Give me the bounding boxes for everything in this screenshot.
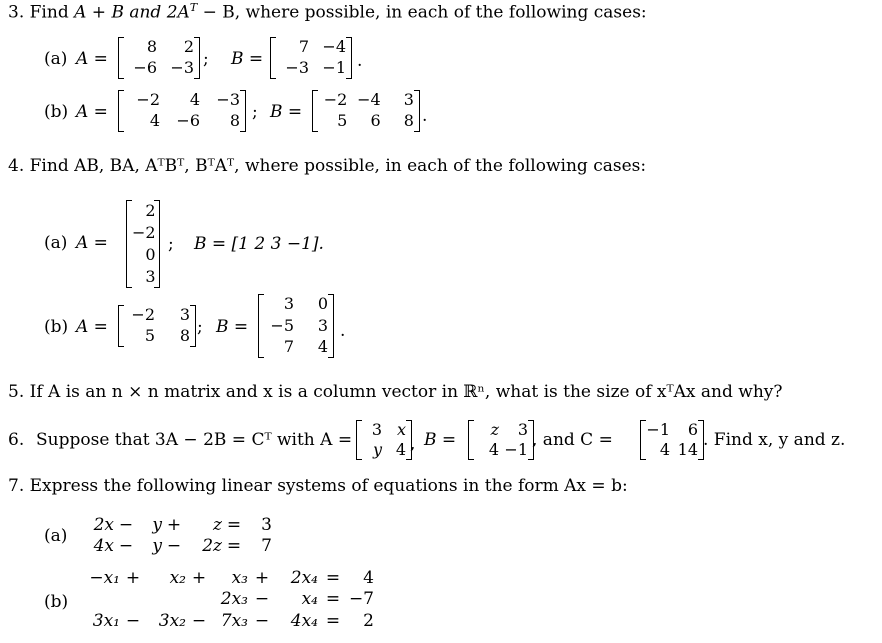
left-bracket [468,420,474,460]
problem-6-lead: Suppose that 3A − 2B = Cᵀ with A = [36,430,353,450]
equation-term: = [226,536,242,557]
equation-term: 2x₃ [220,589,248,610]
equation-term: − [254,589,270,610]
equation-term: −x₁ [89,568,120,588]
matrix-entry: 3 [317,315,328,335]
problem-7-text: Express the following linear systems of equations in the form Ax = b: [29,476,628,496]
problem-6-number: 6. [8,430,25,450]
separator: ; [197,317,203,337]
matrix-entry: 2 [183,37,194,57]
matrix-entry: 8 [179,326,190,346]
matrix-entry: 4 [395,439,406,459]
problem-4-number: 4. [8,156,25,176]
right-bracket [194,37,200,79]
matrix-entry: 14 [677,439,698,459]
equation-term: 3x₁ [92,610,120,631]
matrix-entry: 4 [189,90,200,110]
problem-4b-A-name: A = [76,317,108,337]
matrix-entry: −3 [170,58,194,78]
matrix-entry: −1 [322,58,346,78]
equation-term: 2x₄ [290,568,318,588]
matrix-entry: −4 [357,90,381,110]
equation-term: 3 [261,515,272,535]
system-7a [80,515,272,558]
right-bracket [154,200,160,288]
left-bracket [640,420,646,460]
matrix-entry: 8 [146,37,157,57]
problem-3-expression: A + B and 2A [74,2,190,23]
matrix-entry: 5 [337,111,348,131]
left-bracket [258,294,264,358]
matrix-entry: x [396,419,406,439]
matrix-entry: y [372,439,382,459]
equation-term: −7 [348,589,374,610]
matrix-4a-A [130,200,156,288]
matrix-entry: −2 [131,305,155,325]
matrix-entry: 6 [370,111,381,131]
right-bracket [190,305,196,347]
matrix-entry: 4 [659,439,670,459]
matrix-entry: −2 [323,90,348,110]
equation-term: + [166,515,182,535]
problem-4-text: Find AB, BA, AᵀBᵀ, BᵀAᵀ, where possible, in each of the following cases: [29,156,647,176]
problem-5-text: If A is an n × n matrix and x is a column vector in ℝⁿ, what is the size of xᵀAx and why? [29,382,783,402]
comma: , [410,434,416,454]
equation-term: − [191,610,207,631]
matrix-entry: 2 [145,200,156,220]
equation-term: x₄ [301,589,318,610]
left-bracket [270,37,276,79]
equation-term: = [226,515,242,535]
matrix-3b-B [316,90,416,132]
matrix-6-A [360,420,408,460]
problem-5 [8,384,783,401]
matrix-entry: 3 [283,294,294,314]
problem-7-number: 7. [8,476,25,496]
problem-7-header [8,478,628,495]
matrix-entry: 6 [687,419,698,439]
problem-6-B-name: B = [424,430,457,450]
problem-3-header [8,2,647,22]
equation-term: − [118,536,134,557]
period: . [422,106,428,126]
problem-3-number: 3. [8,2,25,23]
problem-3b-A-name: A = [76,102,108,122]
right-bracket [414,90,420,132]
equation-term: 2 [363,610,374,631]
equation-term: 7x₃ [220,610,248,631]
matrix-3a-A [122,37,196,79]
matrix-entry: 7 [298,37,309,57]
matrix-entry: 4 [149,111,160,131]
equation-term: − [125,610,141,631]
equation-term: 4x₄ [290,610,318,631]
left-bracket [312,90,318,132]
equation-term: 3x₂ [158,610,186,631]
equation-term: y [152,515,162,535]
matrix-entry: 3 [179,305,190,325]
matrix-entry: 0 [317,294,328,314]
period: . [357,51,363,71]
problem-3-tail: − B, where possible, in each of the following cases: [197,2,647,23]
problem-3b-label: (b) [44,102,69,122]
matrix-entry: 5 [144,326,155,346]
problem-4a-label: (a) [44,233,68,253]
matrix-6-C [644,420,700,460]
matrix-entry: −6 [176,111,200,131]
equation-term: − [118,515,134,535]
matrix-3b-A [122,90,242,132]
equation-term: = [325,589,341,610]
right-bracket [346,37,352,79]
right-bracket [240,90,246,132]
left-bracket [356,420,362,460]
problem-3a-B-name: B = [231,49,264,69]
equation-term: − [166,536,182,557]
matrix-entry: z [490,419,499,439]
matrix-entry: 0 [145,244,156,264]
matrix-entry: −5 [270,315,294,335]
matrix-entry: −3 [285,58,309,78]
matrix-entry: 4 [317,337,328,357]
problem-4b-B-name: B = [216,317,249,337]
left-bracket [118,37,124,79]
matrix-entry: 4 [488,439,499,459]
matrix-entry: −2 [136,90,160,110]
matrix-entry: 3 [371,419,382,439]
period: . [340,321,346,341]
matrix-entry: 8 [229,111,240,131]
problem-7b-label: (b) [44,592,69,612]
problem-3a-A-name: A = [76,49,108,69]
matrix-4b-B [262,294,330,358]
equation-term: 4x [93,536,114,557]
matrix-entry: −1 [646,419,670,439]
problem-4-header [8,158,646,175]
right-bracket [328,294,334,358]
problem-7a-label: (a) [44,526,68,546]
matrix-entry: −4 [322,37,346,57]
system-7b [84,568,374,632]
equation-term: z [213,515,222,535]
equation-term: + [125,568,141,588]
matrix-entry: 8 [403,111,414,131]
separator: ; [252,102,258,122]
equation-term: + [191,568,207,588]
matrix-entry: 3 [145,266,156,286]
equation-term: + [254,568,270,588]
matrix-entry: −6 [133,58,157,78]
equation-term: x₂ [169,568,186,588]
equation-term: y [152,536,162,557]
left-bracket [126,200,132,288]
equation-term: − [254,610,270,631]
matrix-entry: −2 [132,222,156,242]
matrix-entry: −1 [504,439,528,459]
problem-3a-label: (a) [44,49,68,69]
matrix-entry: −3 [216,90,240,110]
problem-3-transpose: T [189,1,198,14]
problem-5-number: 5. [8,382,25,402]
matrix-6-B [472,420,530,460]
equation-term: = [325,568,341,588]
problem-3b-B-name: B = [270,102,303,122]
separator: ; [168,234,174,254]
equation-term: 2z [202,536,222,557]
equation-term: 7 [261,536,272,557]
equation-term: = [325,610,341,631]
problem-6-tail: . Find x, y and z. [703,430,846,450]
left-bracket [118,305,124,347]
problem-4a-A-name: A = [76,233,108,253]
equation-term: 2x [93,515,114,535]
matrix-4b-A [122,305,192,347]
problem-6-and: , and C = [532,430,613,450]
problem-4b-label: (b) [44,317,69,337]
matrix-entry: 7 [283,337,294,357]
matrix-entry: 3 [403,90,414,110]
equation-term: 4 [363,568,374,588]
left-bracket [118,90,124,132]
problem-3-lead: Find [29,2,69,23]
matrix-3a-B [274,37,348,79]
separator: ; [203,49,209,69]
problem-4a-B-equation: B = [1 2 3 −1]. [194,234,324,254]
matrix-entry: 3 [517,419,528,439]
equation-term: x₃ [231,568,248,588]
